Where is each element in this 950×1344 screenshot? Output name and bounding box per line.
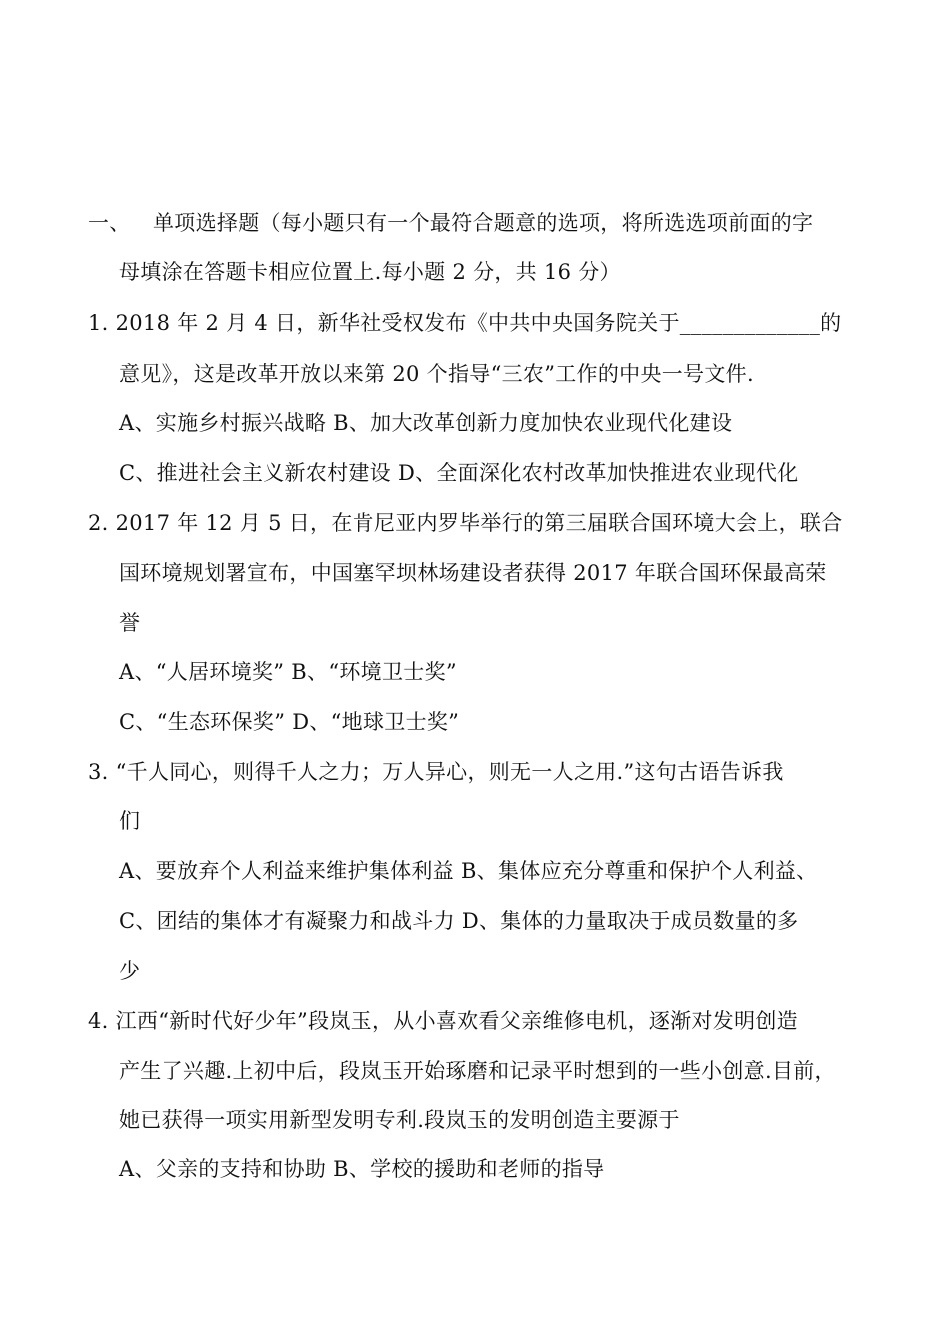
question-3-options-row2: C、团结的集体才有凝聚力和战斗力 D、集体的力量取决于成员数量的多 xyxy=(119,909,799,933)
question-4-line1: 4. 江西“新时代好少年”段岚玉，从小喜欢看父亲维修电机，逐渐对发明创造 xyxy=(88,1009,798,1033)
question-4-options-row1: A、父亲的支持和协助 B、学校的援助和老师的指导 xyxy=(119,1157,605,1181)
question-3-line1: 3. “千人同心，则得千人之力；万人异心，则无一人之用.”这句古语告诉我 xyxy=(88,760,784,784)
question-2-line3: 誉 xyxy=(119,611,141,635)
question-2-line1: 2. 2017 年 12 月 5 日，在肯尼亚内罗毕举行的第三届联合国环境大会上，联合 xyxy=(88,511,843,535)
section-heading-line1: 单项选择题（每小题只有一个最符合题意的选项，将所选选项前面的字 xyxy=(153,211,814,235)
section-heading-line2: 母填涂在答题卡相应位置上.每小题 2 分，共 16 分） xyxy=(119,260,621,284)
question-2-line2: 国环境规划署宣布，中国塞罕坝林场建设者获得 2017 年联合国环保最高荣 xyxy=(119,561,827,585)
question-3-options-row3: 少 xyxy=(119,959,141,983)
question-1-options-row1: A、实施乡村振兴战略 B、加大改革创新力度加快农业现代化建设 xyxy=(119,411,733,435)
question-2-options-row2: C、“生态环保奖” D、“地球卫士奖” xyxy=(119,710,460,734)
question-3-line2: 们 xyxy=(119,809,141,833)
section-number: 一、 xyxy=(88,211,131,235)
question-1-options-row2: C、推进社会主义新农村建设 D、全面深化农村改革加快推进农业现代化 xyxy=(119,461,799,485)
question-4-line2: 产生了兴趣.上初中后，段岚玉开始琢磨和记录平时想到的一些小创意.目前， xyxy=(119,1059,836,1083)
question-1-line1: 1. 2018 年 2 月 4 日，新华社受权发布《中共中央国务院关于_____________的 xyxy=(88,311,842,335)
question-4-line3: 她已获得一项实用新型发明专利.段岚玉的发明创造主要源于 xyxy=(119,1108,680,1132)
question-3-options-row1: A、要放弃个人利益来维护集体利益 B、集体应充分尊重和保护个人利益、 xyxy=(119,859,818,883)
question-1-line2: 意见》，这是改革开放以来第 20 个指导“三农”工作的中央一号文件. xyxy=(119,362,754,386)
question-2-options-row1: A、“人居环境奖” B、“环境卫士奖” xyxy=(119,660,457,684)
